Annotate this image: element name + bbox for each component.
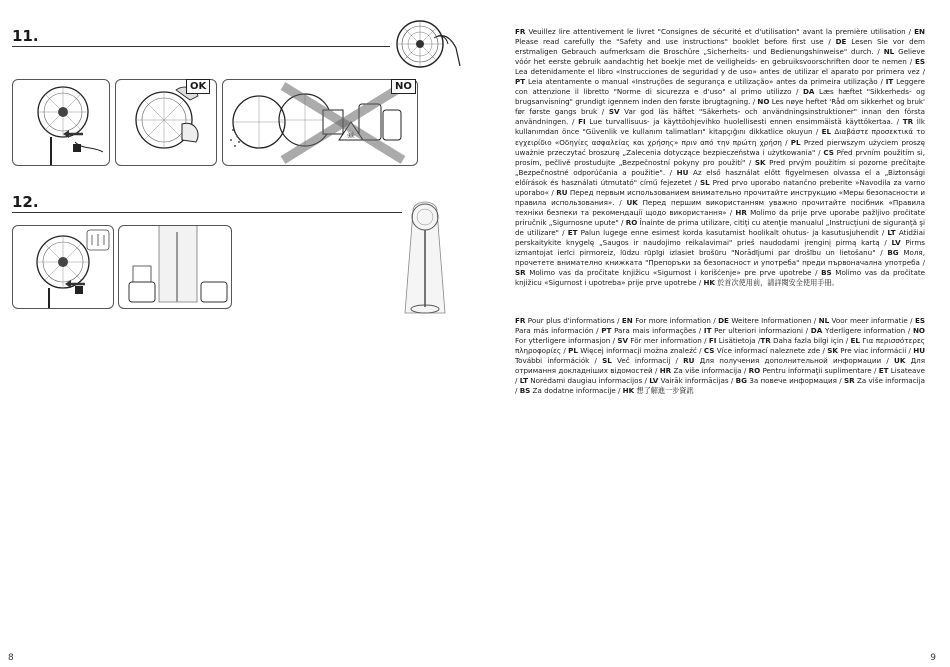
- language-code: DE: [835, 37, 847, 47]
- language-code: HR: [735, 207, 747, 217]
- language-text: Var god läs häftet "Säkerhets- och användningsinstruktioner" innan den första användningen. /: [515, 107, 926, 127]
- language-text: 想了解進一步資訊: [634, 386, 694, 396]
- step-12-number: 12.: [12, 193, 39, 211]
- language-text: Atidžiai perskaitykite knygelę „Saugos ir naudojimo reikalavimai" prieš naudodami įrenginį pirmą kartą /: [515, 227, 926, 247]
- language-text: Lea detenidamente el libro «Instrucciones de seguridad y de uso» antes de utilizar el aparato por primera vez /: [515, 67, 925, 77]
- language-text: Διαβάστε προσεκτικά το εγχειρίδιο «Οδηγίες ασφαλείας και χρήσης» πριν από την πρώτη χρήση /: [515, 127, 926, 147]
- language-code: HR: [659, 366, 672, 376]
- page-number-left: 8: [8, 653, 14, 663]
- language-text: Pour plus d'informations /: [525, 316, 622, 325]
- language-code: IT: [703, 326, 712, 336]
- language-text: Перед першим використанням уважно прочитайте посібник «Правила техніки безпеки та рекомендації щодо використання» /: [515, 197, 925, 217]
- language-code: ES: [914, 316, 926, 325]
- language-code: NO: [757, 97, 770, 107]
- language-text: Za više informacija /: [515, 376, 925, 396]
- covered-fan-illustration: [395, 195, 455, 317]
- language-text: For ytterligere informasjon /: [515, 336, 618, 346]
- language-code: DA: [802, 87, 815, 97]
- language-code: BS: [519, 386, 531, 396]
- language-code: TR: [760, 336, 771, 346]
- language-text: Pred prvo uporabo natančno preberite »Navodila za varno uporabo« /: [515, 177, 925, 197]
- language-text: Для получения дополнительной информации /: [694, 356, 895, 366]
- language-code: LV: [891, 237, 901, 247]
- language-text: Yderligere information /: [822, 326, 913, 336]
- language-text: Več informacij /: [611, 356, 684, 366]
- language-text: Læs hæftet "Sikkerheds- og brugsanvisning" grundigt igennem inden den første ibrugtagning. /: [515, 87, 925, 107]
- language-code: PT: [515, 77, 526, 87]
- language-text: Norėdami daugiau informacijos /: [527, 376, 650, 386]
- step-12-divider: [12, 212, 402, 213]
- language-code: HK: [622, 386, 635, 396]
- language-text: Înainte de prima utilizare, citiţi cu atenţie manualul „Instrucţiuni de siguranţă şi de utilizare" /: [515, 217, 925, 237]
- language-code: FR: [515, 316, 526, 325]
- language-code: HU: [676, 167, 689, 177]
- language-text: Lisätietoja /: [716, 336, 761, 346]
- language-text: Przed pierwszym użyciem proszę uważnie przeczytać broszurę „Zalecenia dotyczące bezpieczeństwa i użytkowania" /: [515, 137, 925, 157]
- language-text: İlk kullanımdan önce "Güvenlik ve kullanım talimatları" kitapçığını dikkatlice okuyun /: [515, 117, 926, 137]
- language-code: UK: [894, 356, 906, 366]
- language-text: Před prvním použitím si, prosím, pečlivě prostudujte „Bezpečnostní pokyny pro použití" /: [515, 147, 926, 167]
- language-text: Lesen Sie vor dem erstmaligen Gebrauch aufmerksam die Broschüre „Sicherheits- und Bedienungshinweise" durch. /: [515, 37, 925, 57]
- language-code: ET: [878, 366, 889, 376]
- language-text: Weitere Informationen /: [728, 316, 819, 325]
- language-code: SL: [602, 356, 612, 366]
- language-code: RU: [683, 356, 695, 366]
- svg-text:☠: ☠: [346, 130, 356, 141]
- language-text: Per ulteriori informazioni /: [711, 326, 811, 336]
- language-code: DE: [718, 316, 729, 325]
- language-code: SV: [617, 336, 629, 346]
- page-number-right: 9: [930, 653, 936, 663]
- language-text: Lisateave /: [515, 366, 926, 386]
- language-code: BS: [821, 268, 832, 278]
- language-text: Molimo da prije prve uporabe pažljivo pročitate priručnik „Sigurnosne upute" /: [515, 207, 925, 227]
- language-code: BG: [735, 376, 747, 386]
- right-page: [475, 0, 950, 667]
- language-code: ES: [914, 57, 925, 67]
- step-11-number: 11.: [12, 27, 39, 45]
- language-text: Please read carefully the "Safety and use instructions" booklet before first use /: [515, 37, 836, 47]
- language-code: PT: [601, 326, 612, 336]
- language-code: SK: [827, 346, 838, 356]
- language-text: Více informací naleznete zde /: [714, 346, 828, 356]
- language-text: Para más información /: [515, 326, 602, 336]
- language-code: LV: [649, 376, 659, 386]
- language-text: Pirms izmantojat ierīci pirmoreiz, lūdzu rūpīgi izlasiet brošūru "Norādījumi par drošību un lietošanu" /: [515, 237, 925, 258]
- language-text: Gelieve vóór het eerste gebruik aandachtig het boekje met de veiligheids- en gebruiksvoorschriften door te nemen /: [515, 47, 925, 67]
- language-code: FI: [708, 336, 717, 346]
- unplug-panel: [12, 79, 110, 166]
- language-text: Molimo vas da pročitate knjižicu «Sigurnost i korišćenje» pre prve upotrebe /: [525, 268, 822, 278]
- language-text: Więcej informacji można znaleźć /: [577, 346, 704, 356]
- language-code: IT: [885, 77, 894, 87]
- language-text: További információk /: [515, 356, 603, 366]
- storage-unplug-panel: [12, 225, 114, 309]
- language-code: RU: [556, 187, 568, 197]
- language-code: NL: [883, 47, 895, 57]
- language-code: EL: [850, 336, 860, 346]
- cleaning-no-panel: [222, 79, 418, 166]
- language-text: За повече информация /: [746, 376, 844, 386]
- language-text: Palun lugege enne esimest korda kasutamist hoolikalt ohutus- ja kasutusjuhendit /: [577, 227, 888, 237]
- step-11-divider: [12, 46, 390, 47]
- language-text: Les nøye heftet 'Råd om sikkerhet og bruk' før første gangs bruk /: [515, 97, 925, 117]
- no-badge: NO: [391, 79, 416, 94]
- cover-fan-panel: [118, 225, 232, 309]
- language-code: LT: [519, 376, 528, 386]
- language-code: RO: [625, 217, 638, 227]
- language-text: Моля, прочетете внимателно книжката "Препоръки за безопасност и употреба" преди първоначална употреба /: [515, 248, 925, 268]
- language-code: PL: [568, 346, 578, 356]
- language-text: Для отримання докладніших відомостей /: [515, 356, 926, 376]
- language-code: EL: [821, 127, 832, 137]
- language-text: Pred prvým použitím si pozorne prečítajte „Bezpečnostné odporúčania a použitie". /: [515, 157, 926, 177]
- language-code: HU: [913, 346, 926, 356]
- language-code: UK: [626, 197, 638, 207]
- language-code: CS: [823, 147, 834, 157]
- language-code: NO: [912, 326, 925, 336]
- language-code: SV: [608, 107, 620, 117]
- more-information-text: [515, 316, 925, 396]
- language-text: Перед первым использованием внимательно прочитайте инструкцию «Меры безопасности и правила использования». /: [515, 187, 925, 207]
- ok-badge: OK: [186, 79, 210, 94]
- language-code: SK: [754, 157, 766, 167]
- language-code: HK: [703, 278, 715, 288]
- language-text: Daha fazla bilgi için /: [770, 336, 851, 346]
- language-code: FR: [515, 27, 526, 36]
- language-text: Pentru informaţii suplimentare /: [760, 366, 879, 376]
- language-text: Para mais informações /: [611, 326, 704, 336]
- language-text: Molimo vas da pročitate knjižicu «Sigurnost i upotreba» prije prve upotrebe /: [515, 268, 926, 288]
- fan-head-hand-illustration: [390, 14, 462, 74]
- language-text: Az első használat előtt figyelmesen olvassa el a „Biztonsági előírások és használati útmutató" című fejezetet /: [515, 167, 925, 187]
- language-text: 於首次使用前，請詳閱安全使用手冊。: [714, 278, 839, 288]
- language-text: Leia atentamente o manual «Instruções de segurança e utilização» antes da primeira utilização /: [525, 77, 886, 87]
- language-code: BG: [887, 248, 899, 258]
- language-code: SR: [515, 268, 526, 278]
- language-code: SR: [844, 376, 855, 386]
- language-text: For more information /: [632, 316, 719, 325]
- language-text: Za dodatne informacije /: [530, 386, 623, 396]
- language-text: Veuillez lire attentivement le livret "Consignes de sécurité et d'utilisation" avant la première utilisation /: [525, 27, 915, 36]
- language-text: Lue turvallisuus- ja käyttöohjevihko huolellisesti ennen ensimmäistä käyttökertaa. /: [585, 117, 903, 127]
- language-code: EN: [621, 316, 633, 325]
- language-code: RO: [748, 366, 761, 376]
- language-code: CS: [703, 346, 715, 356]
- language-code: EN: [914, 27, 925, 36]
- language-text: Voor meer informatie /: [829, 316, 915, 325]
- language-code: FI: [578, 117, 586, 127]
- safety-instructions-text: [515, 27, 925, 288]
- language-code: SL: [700, 177, 710, 187]
- language-code: LT: [887, 227, 896, 237]
- language-code: ET: [567, 227, 578, 237]
- language-code: TR: [902, 117, 914, 127]
- language-code: PL: [790, 137, 801, 147]
- language-text: Pre viac informácií /: [837, 346, 914, 356]
- language-text: Για περισσότερες πληροφορίες /: [515, 336, 925, 356]
- language-text: Leggere con attenzione il libretto "Norme di sicurezza e d'uso" al primo utilizzo /: [515, 77, 925, 97]
- language-code: DA: [810, 326, 823, 336]
- language-text: För mer information /: [628, 336, 709, 346]
- language-text: Vairāk informācijas /: [658, 376, 736, 386]
- language-text: Za više informacija /: [671, 366, 749, 376]
- language-code: NL: [818, 316, 830, 325]
